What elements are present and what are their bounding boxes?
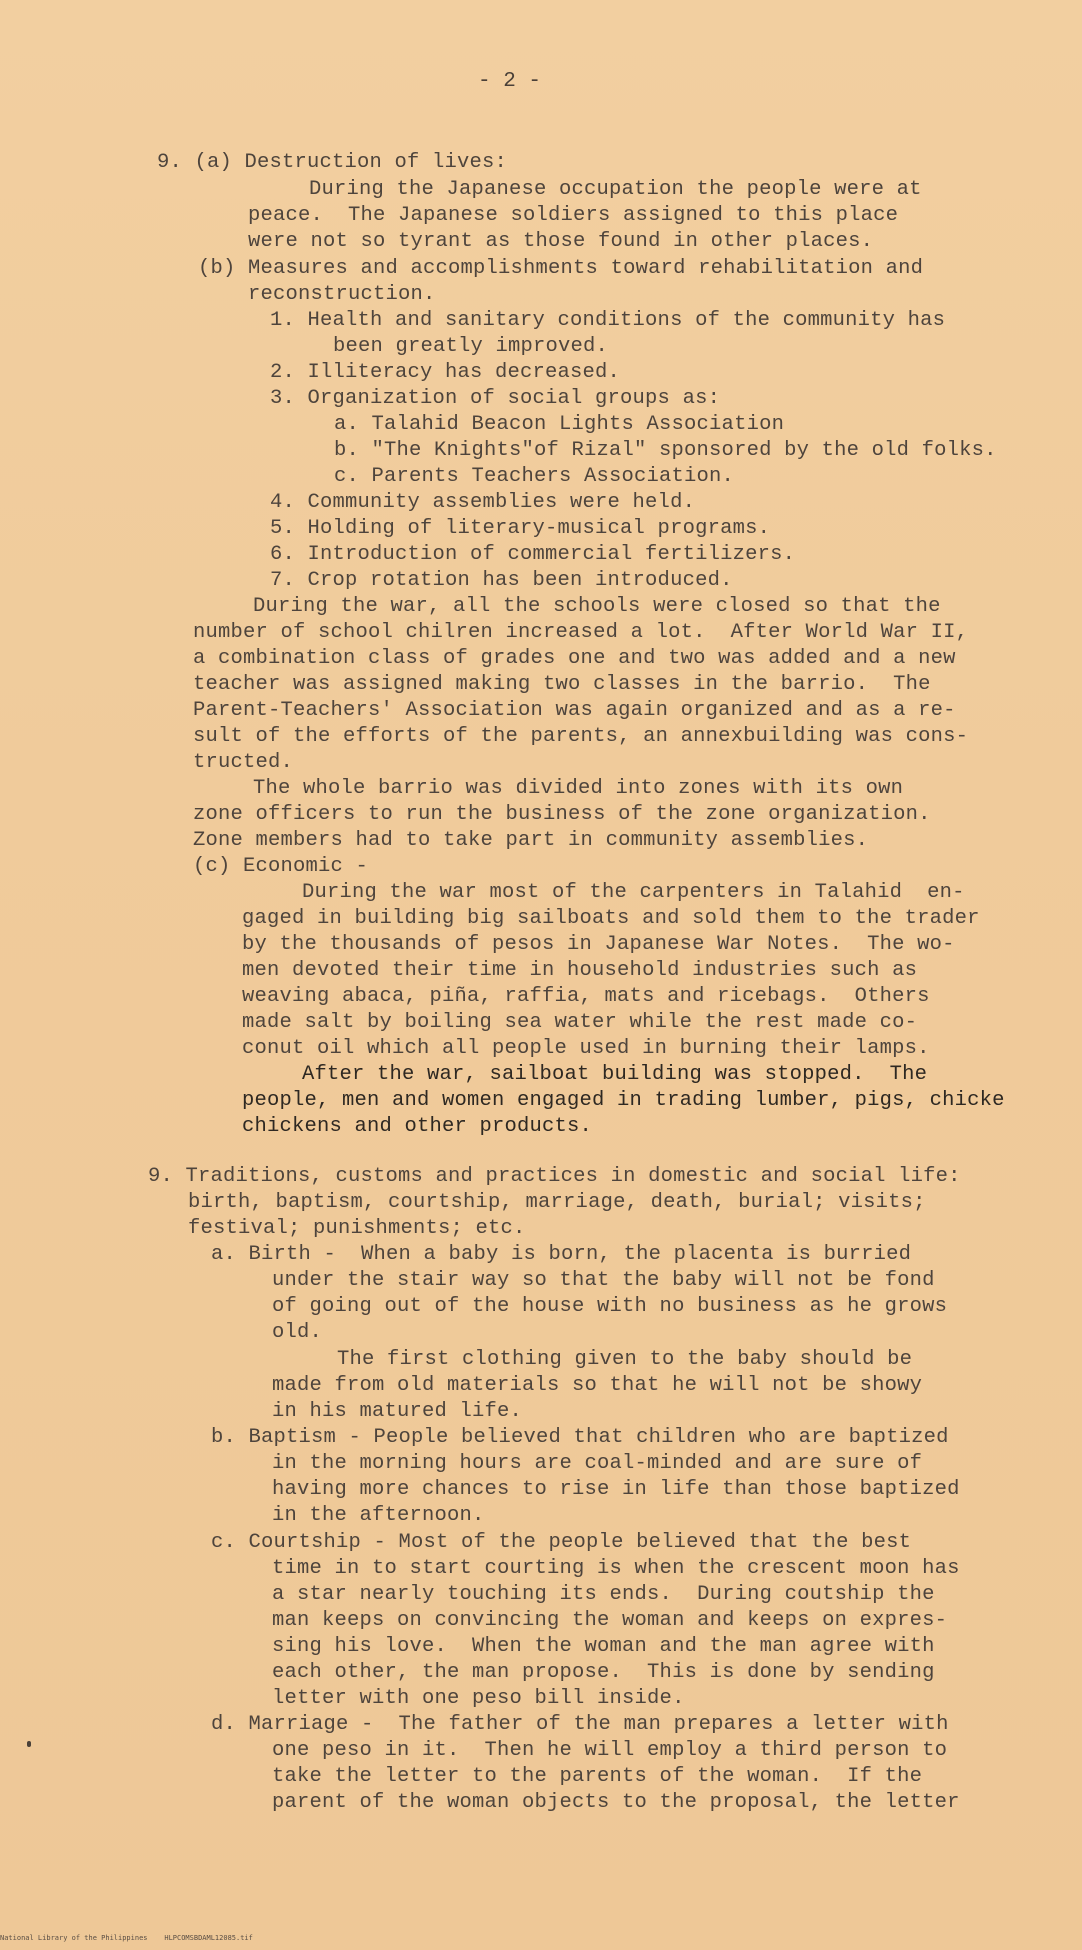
text-line: in the afternoon. xyxy=(272,1504,485,1527)
text-line: During the Japanese occupation the people were at xyxy=(309,178,922,201)
text-line: d. Marriage - The father of the man prepares a letter with xyxy=(211,1713,949,1736)
text-line: by the thousands of pesos in Japanese War Notes. The wo- xyxy=(242,933,955,956)
text-line: During the war most of the carpenters in Talahid en- xyxy=(302,881,965,904)
text-line: b. "The Knights"of Rizal" sponsored by the old folks. xyxy=(334,439,997,462)
text-line: (b) Measures and accomplishments toward rehabilitation and xyxy=(198,257,924,280)
text-line: made salt by boiling sea water while the rest made co- xyxy=(242,1011,918,1034)
text-line: a combination class of grades one and two was added and a new xyxy=(193,647,956,670)
text-line: one peso in it. Then he will employ a third person to xyxy=(272,1739,948,1762)
text-line: 9. (a) Destruction of lives: xyxy=(157,151,508,174)
text-line: men devoted their time in household industries such as xyxy=(242,959,918,982)
text-line: a. Talahid Beacon Lights Association xyxy=(334,413,785,436)
text-line: The first clothing given to the baby should be xyxy=(337,1348,913,1371)
text-line: 3. Organization of social groups as: xyxy=(270,387,721,410)
text-line: been greatly improved. xyxy=(333,335,609,358)
text-line: having more chances to rise in life than those baptized xyxy=(272,1478,960,1501)
text-line: under the stair way so that the baby will not be fond xyxy=(272,1269,935,1292)
text-line: a. Birth - When a baby is born, the placenta is burried xyxy=(211,1243,912,1266)
text-line: festival; punishments; etc. xyxy=(188,1217,526,1240)
text-line: After the war, sailboat building was stopped. The xyxy=(302,1063,928,1086)
text-line: sing his love. When the woman and the man agree with xyxy=(272,1635,935,1658)
page-number: - 2 - xyxy=(478,70,542,93)
text-line: a star nearly touching its ends. During coutship the xyxy=(272,1583,935,1606)
text-line: in his matured life. xyxy=(272,1400,523,1423)
text-line: 7. Crop rotation has been introduced. xyxy=(270,569,733,592)
text-line: During the war, all the schools were closed so that the xyxy=(253,595,941,618)
text-line: zone officers to run the business of the zone organization. xyxy=(193,803,931,826)
text-line: sult of the efforts of the parents, an annexbuilding was cons- xyxy=(193,725,969,748)
text-line: 4. Community assemblies were held. xyxy=(270,491,696,514)
text-line: number of school chilren increased a lot. After World War II, xyxy=(193,621,969,644)
text-line: c. Parents Teachers Association. xyxy=(334,465,735,488)
text-line: parent of the woman objects to the proposal, the letter xyxy=(272,1791,960,1814)
text-line: take the letter to the parents of the woman. If the xyxy=(272,1765,923,1788)
scan-footer: National Library of the Philippines HLPCOMSBDAML12085.tif xyxy=(0,1934,253,1942)
text-line: 9. Traditions, customs and practices in domestic and social life: xyxy=(148,1165,961,1188)
text-line: c. Courtship - Most of the people believed that the best xyxy=(211,1531,912,1554)
text-line: letter with one peso bill inside. xyxy=(272,1687,685,1710)
text-line: birth, baptism, courtship, marriage, death, burial; visits; xyxy=(188,1191,926,1214)
text-line: conut oil which all people used in burning their lamps. xyxy=(242,1037,930,1060)
text-line: gaged in building big sailboats and sold them to the trader xyxy=(242,907,980,930)
text-line: teacher was assigned making two classes in the barrio. The xyxy=(193,673,931,696)
text-line: in the morning hours are coal-minded and are sure of xyxy=(272,1452,923,1475)
text-line: made from old materials so that he will not be showy xyxy=(272,1374,923,1397)
text-line: 5. Holding of literary-musical programs. xyxy=(270,517,771,540)
text-line: reconstruction. xyxy=(248,283,436,306)
text-line: each other, the man propose. This is done by sending xyxy=(272,1661,935,1684)
text-line: 1. Health and sanitary conditions of the community has xyxy=(270,309,946,332)
text-line: people, men and women engaged in trading lumber, pigs, chicke xyxy=(242,1089,1005,1112)
text-line: of going out of the house with no business as he grows xyxy=(272,1295,948,1318)
text-line: were not so tyrant as those found in other places. xyxy=(248,230,874,253)
text-line: 2. Illiteracy has decreased. xyxy=(270,361,621,384)
text-line: peace. The Japanese soldiers assigned to this place xyxy=(248,204,899,227)
text-line: Parent-Teachers' Association was again organized and as a re- xyxy=(193,699,956,722)
text-line: 6. Introduction of commercial fertilizers. xyxy=(270,543,796,566)
text-line: (c) Economic - xyxy=(193,855,369,878)
text-line: b. Baptism - People believed that children who are baptized xyxy=(211,1426,949,1449)
text-line: man keeps on convincing the woman and keeps on expres- xyxy=(272,1609,948,1632)
text-line: tructed. xyxy=(193,751,294,774)
text-line: Zone members had to take part in community assemblies. xyxy=(193,829,869,852)
text-line: old. xyxy=(272,1321,323,1344)
text-line: time in to start courting is when the crescent moon has xyxy=(272,1557,960,1580)
ink-speck xyxy=(27,1741,31,1747)
text-line: chickens and other products. xyxy=(242,1115,593,1138)
text-line: The whole barrio was divided into zones with its own xyxy=(253,777,904,800)
text-line: weaving abaca, piña, raffia, mats and ricebags. Others xyxy=(242,985,930,1008)
